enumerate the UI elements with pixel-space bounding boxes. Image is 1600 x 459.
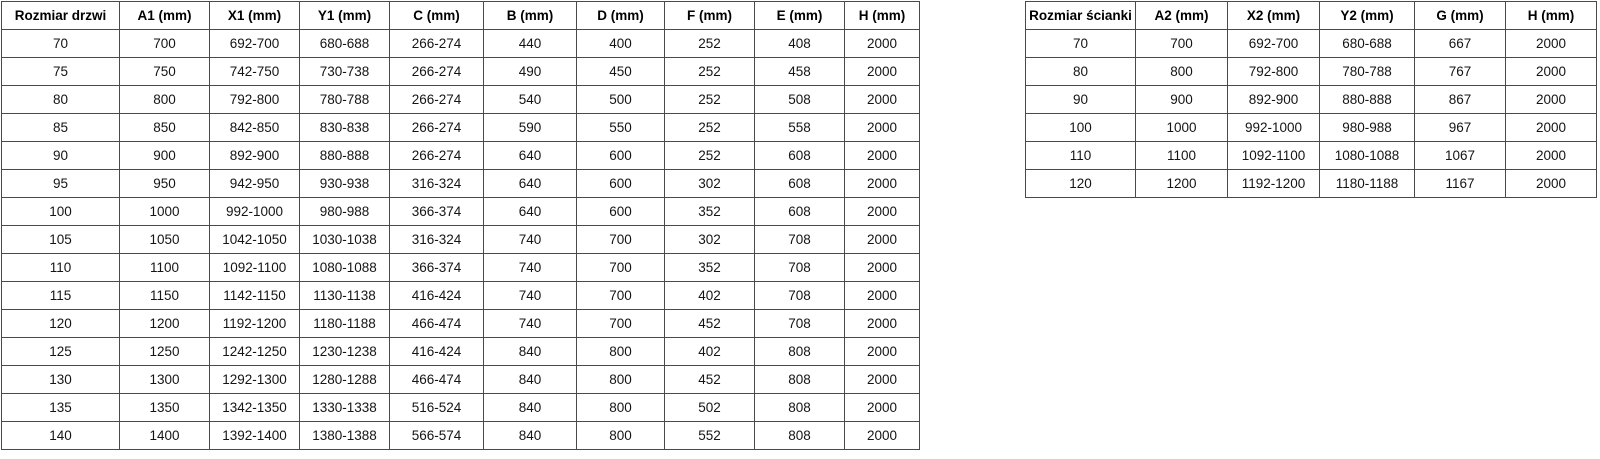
table-cell: 1300 bbox=[120, 366, 210, 394]
table-cell: 808 bbox=[755, 422, 845, 450]
table-cell: 800 bbox=[577, 394, 665, 422]
table-cell: 1292-1300 bbox=[210, 366, 300, 394]
table-cell: 708 bbox=[755, 226, 845, 254]
table-cell: 105 bbox=[2, 226, 120, 254]
table-cell: 700 bbox=[577, 254, 665, 282]
table-cell: 70 bbox=[1026, 30, 1136, 58]
table-cell: 2000 bbox=[1506, 30, 1597, 58]
table-cell: 880-888 bbox=[1320, 86, 1415, 114]
table-cell: 1200 bbox=[1136, 170, 1228, 198]
column-header: D (mm) bbox=[577, 2, 665, 30]
table-cell: 640 bbox=[484, 170, 577, 198]
table-row bbox=[2, 30, 920, 58]
table-cell: 700 bbox=[577, 310, 665, 338]
table-cell: 2000 bbox=[845, 170, 920, 198]
table-cell: 640 bbox=[484, 198, 577, 226]
table-cell: 2000 bbox=[1506, 114, 1597, 142]
table-cell: 252 bbox=[665, 58, 755, 86]
table-cell: 740 bbox=[484, 254, 577, 282]
table-cell: 416-424 bbox=[390, 282, 484, 310]
table-cell: 316-324 bbox=[390, 226, 484, 254]
table-row bbox=[2, 282, 920, 310]
table-cell: 120 bbox=[2, 310, 120, 338]
table-cell: 840 bbox=[484, 366, 577, 394]
table-cell: 85 bbox=[2, 114, 120, 142]
table-cell: 980-988 bbox=[300, 198, 390, 226]
table-cell: 808 bbox=[755, 366, 845, 394]
table-cell: 2000 bbox=[1506, 86, 1597, 114]
table-cell: 508 bbox=[755, 86, 845, 114]
column-header: H (mm) bbox=[1506, 2, 1597, 30]
table-cell: 566-574 bbox=[390, 422, 484, 450]
table-cell: 742-750 bbox=[210, 58, 300, 86]
table-cell: 90 bbox=[1026, 86, 1136, 114]
table-row bbox=[2, 394, 920, 422]
column-header: H (mm) bbox=[845, 2, 920, 30]
table-cell: 867 bbox=[1415, 86, 1506, 114]
column-header: Rozmiar drzwi bbox=[2, 2, 120, 30]
table-cell: 2000 bbox=[845, 254, 920, 282]
table-cell: 1100 bbox=[120, 254, 210, 282]
table-cell: 80 bbox=[1026, 58, 1136, 86]
table-cell: 1400 bbox=[120, 422, 210, 450]
column-header: C (mm) bbox=[390, 2, 484, 30]
table-cell: 2000 bbox=[845, 366, 920, 394]
table-cell: 1392-1400 bbox=[210, 422, 300, 450]
table-cell: 730-738 bbox=[300, 58, 390, 86]
table-cell: 90 bbox=[2, 142, 120, 170]
table-cell: 316-324 bbox=[390, 170, 484, 198]
door-size-table bbox=[1, 1, 920, 450]
table-cell: 125 bbox=[2, 338, 120, 366]
table-cell: 540 bbox=[484, 86, 577, 114]
table-cell: 416-424 bbox=[390, 338, 484, 366]
table-cell: 1000 bbox=[1136, 114, 1228, 142]
table-cell: 892-900 bbox=[210, 142, 300, 170]
column-header: X1 (mm) bbox=[210, 2, 300, 30]
table-cell: 558 bbox=[755, 114, 845, 142]
table-cell: 740 bbox=[484, 310, 577, 338]
table-cell: 2000 bbox=[845, 310, 920, 338]
table-cell: 808 bbox=[755, 394, 845, 422]
table-cell: 680-688 bbox=[1320, 30, 1415, 58]
table-row bbox=[1026, 86, 1597, 114]
table-cell: 600 bbox=[577, 170, 665, 198]
table-cell: 967 bbox=[1415, 114, 1506, 142]
table-cell: 767 bbox=[1415, 58, 1506, 86]
table-cell: 2000 bbox=[845, 86, 920, 114]
header-row bbox=[2, 2, 920, 30]
table-cell: 800 bbox=[577, 338, 665, 366]
table-cell: 500 bbox=[577, 86, 665, 114]
table-row bbox=[2, 366, 920, 394]
table-row bbox=[2, 338, 920, 366]
table-cell: 402 bbox=[665, 338, 755, 366]
table-cell: 840 bbox=[484, 422, 577, 450]
table-cell: 800 bbox=[577, 422, 665, 450]
table-cell: 740 bbox=[484, 282, 577, 310]
table-cell: 466-474 bbox=[390, 310, 484, 338]
table-cell: 490 bbox=[484, 58, 577, 86]
table-cell: 252 bbox=[665, 86, 755, 114]
table-cell: 980-988 bbox=[1320, 114, 1415, 142]
table-cell: 266-274 bbox=[390, 30, 484, 58]
table-cell: 466-474 bbox=[390, 366, 484, 394]
table-cell: 95 bbox=[2, 170, 120, 198]
table-cell: 1167 bbox=[1415, 170, 1506, 198]
table-cell: 800 bbox=[577, 366, 665, 394]
table-cell: 2000 bbox=[845, 142, 920, 170]
table-cell: 1380-1388 bbox=[300, 422, 390, 450]
column-header: B (mm) bbox=[484, 2, 577, 30]
table-cell: 400 bbox=[577, 30, 665, 58]
table-cell: 2000 bbox=[1506, 142, 1597, 170]
table-cell: 1030-1038 bbox=[300, 226, 390, 254]
table-cell: 110 bbox=[1026, 142, 1136, 170]
table-cell: 75 bbox=[2, 58, 120, 86]
table-cell: 600 bbox=[577, 142, 665, 170]
table-cell: 900 bbox=[1136, 86, 1228, 114]
table-cell: 892-900 bbox=[1228, 86, 1320, 114]
table-cell: 1080-1088 bbox=[300, 254, 390, 282]
table-cell: 100 bbox=[1026, 114, 1136, 142]
table-cell: 302 bbox=[665, 170, 755, 198]
table-cell: 266-274 bbox=[390, 58, 484, 86]
table-cell: 115 bbox=[2, 282, 120, 310]
table-cell: 590 bbox=[484, 114, 577, 142]
table-row bbox=[1026, 142, 1597, 170]
table-cell: 252 bbox=[665, 30, 755, 58]
table-cell: 830-838 bbox=[300, 114, 390, 142]
table-cell: 252 bbox=[665, 142, 755, 170]
column-header: X2 (mm) bbox=[1228, 2, 1320, 30]
table-cell: 700 bbox=[120, 30, 210, 58]
table-cell: 800 bbox=[120, 86, 210, 114]
table-row bbox=[2, 254, 920, 282]
table-cell: 452 bbox=[665, 310, 755, 338]
table-row bbox=[2, 58, 920, 86]
table-cell: 1350 bbox=[120, 394, 210, 422]
column-header: G (mm) bbox=[1415, 2, 1506, 30]
table-row bbox=[1026, 58, 1597, 86]
table-cell: 608 bbox=[755, 198, 845, 226]
table-cell: 930-938 bbox=[300, 170, 390, 198]
table-cell: 708 bbox=[755, 310, 845, 338]
table-cell: 352 bbox=[665, 254, 755, 282]
table-cell: 780-788 bbox=[1320, 58, 1415, 86]
table-cell: 80 bbox=[2, 86, 120, 114]
table-cell: 408 bbox=[755, 30, 845, 58]
table-cell: 1330-1338 bbox=[300, 394, 390, 422]
table-cell: 1342-1350 bbox=[210, 394, 300, 422]
wall-size-table bbox=[1025, 1, 1597, 198]
table-cell: 692-700 bbox=[210, 30, 300, 58]
table-cell: 502 bbox=[665, 394, 755, 422]
table-cell: 266-274 bbox=[390, 114, 484, 142]
table-cell: 992-1000 bbox=[210, 198, 300, 226]
table-cell: 992-1000 bbox=[1228, 114, 1320, 142]
table-cell: 2000 bbox=[845, 226, 920, 254]
table-cell: 700 bbox=[1136, 30, 1228, 58]
table-cell: 1092-1100 bbox=[210, 254, 300, 282]
table-cell: 135 bbox=[2, 394, 120, 422]
table-row bbox=[2, 86, 920, 114]
table-cell: 740 bbox=[484, 226, 577, 254]
table-cell: 700 bbox=[577, 282, 665, 310]
table-cell: 840 bbox=[484, 394, 577, 422]
column-header: F (mm) bbox=[665, 2, 755, 30]
table-cell: 792-800 bbox=[210, 86, 300, 114]
table-cell: 1180-1188 bbox=[300, 310, 390, 338]
header-row bbox=[1026, 2, 1597, 30]
table-row bbox=[2, 114, 920, 142]
column-header: Y2 (mm) bbox=[1320, 2, 1415, 30]
table-cell: 450 bbox=[577, 58, 665, 86]
table-cell: 1150 bbox=[120, 282, 210, 310]
table-cell: 1200 bbox=[120, 310, 210, 338]
table-cell: 2000 bbox=[845, 198, 920, 226]
table-cell: 120 bbox=[1026, 170, 1136, 198]
table-cell: 1242-1250 bbox=[210, 338, 300, 366]
table-cell: 266-274 bbox=[390, 142, 484, 170]
table-cell: 950 bbox=[120, 170, 210, 198]
table-cell: 2000 bbox=[845, 114, 920, 142]
table-cell: 800 bbox=[1136, 58, 1228, 86]
table-row bbox=[2, 142, 920, 170]
table-cell: 708 bbox=[755, 282, 845, 310]
table-cell: 840 bbox=[484, 338, 577, 366]
column-header: Rozmiar ścianki bbox=[1026, 2, 1136, 30]
table-cell: 266-274 bbox=[390, 86, 484, 114]
table-cell: 70 bbox=[2, 30, 120, 58]
table-cell: 2000 bbox=[845, 338, 920, 366]
table-cell: 1067 bbox=[1415, 142, 1506, 170]
table-cell: 680-688 bbox=[300, 30, 390, 58]
table-cell: 2000 bbox=[1506, 58, 1597, 86]
table-cell: 1250 bbox=[120, 338, 210, 366]
table-cell: 552 bbox=[665, 422, 755, 450]
table-cell: 1230-1238 bbox=[300, 338, 390, 366]
table-cell: 1142-1150 bbox=[210, 282, 300, 310]
table-cell: 402 bbox=[665, 282, 755, 310]
table-cell: 1192-1200 bbox=[210, 310, 300, 338]
table-cell: 516-524 bbox=[390, 394, 484, 422]
table-cell: 750 bbox=[120, 58, 210, 86]
table-cell: 2000 bbox=[1506, 170, 1597, 198]
table-cell: 700 bbox=[577, 226, 665, 254]
table-cell: 2000 bbox=[845, 394, 920, 422]
table-cell: 667 bbox=[1415, 30, 1506, 58]
table-cell: 640 bbox=[484, 142, 577, 170]
table-cell: 458 bbox=[755, 58, 845, 86]
column-header: E (mm) bbox=[755, 2, 845, 30]
table-row bbox=[1026, 30, 1597, 58]
table-cell: 850 bbox=[120, 114, 210, 142]
table-cell: 1092-1100 bbox=[1228, 142, 1320, 170]
table-cell: 110 bbox=[2, 254, 120, 282]
table-row bbox=[2, 310, 920, 338]
table-row bbox=[2, 198, 920, 226]
table-cell: 352 bbox=[665, 198, 755, 226]
table-cell: 1000 bbox=[120, 198, 210, 226]
table-cell: 880-888 bbox=[300, 142, 390, 170]
table-cell: 600 bbox=[577, 198, 665, 226]
column-header: A1 (mm) bbox=[120, 2, 210, 30]
table-cell: 100 bbox=[2, 198, 120, 226]
table-cell: 842-850 bbox=[210, 114, 300, 142]
table-cell: 1192-1200 bbox=[1228, 170, 1320, 198]
column-header: A2 (mm) bbox=[1136, 2, 1228, 30]
table-cell: 808 bbox=[755, 338, 845, 366]
table-cell: 792-800 bbox=[1228, 58, 1320, 86]
table-row bbox=[2, 226, 920, 254]
table-cell: 302 bbox=[665, 226, 755, 254]
table-cell: 366-374 bbox=[390, 198, 484, 226]
column-header: Y1 (mm) bbox=[300, 2, 390, 30]
table-cell: 252 bbox=[665, 114, 755, 142]
table-cell: 608 bbox=[755, 170, 845, 198]
table-cell: 440 bbox=[484, 30, 577, 58]
table-cell: 452 bbox=[665, 366, 755, 394]
table-cell: 942-950 bbox=[210, 170, 300, 198]
table-row bbox=[2, 170, 920, 198]
table-row bbox=[2, 422, 920, 450]
table-cell: 2000 bbox=[845, 30, 920, 58]
table-cell: 140 bbox=[2, 422, 120, 450]
table-row bbox=[1026, 170, 1597, 198]
table-cell: 2000 bbox=[845, 58, 920, 86]
table-cell: 1280-1288 bbox=[300, 366, 390, 394]
table-cell: 608 bbox=[755, 142, 845, 170]
table-cell: 900 bbox=[120, 142, 210, 170]
table-cell: 1130-1138 bbox=[300, 282, 390, 310]
table-cell: 1100 bbox=[1136, 142, 1228, 170]
table-cell: 1050 bbox=[120, 226, 210, 254]
table-row bbox=[1026, 114, 1597, 142]
table-cell: 692-700 bbox=[1228, 30, 1320, 58]
table-cell: 366-374 bbox=[390, 254, 484, 282]
table-cell: 1080-1088 bbox=[1320, 142, 1415, 170]
table-cell: 708 bbox=[755, 254, 845, 282]
table-cell: 1042-1050 bbox=[210, 226, 300, 254]
table-cell: 550 bbox=[577, 114, 665, 142]
table-cell: 130 bbox=[2, 366, 120, 394]
table-cell: 780-788 bbox=[300, 86, 390, 114]
table-cell: 2000 bbox=[845, 282, 920, 310]
table-cell: 2000 bbox=[845, 422, 920, 450]
table-cell: 1180-1188 bbox=[1320, 170, 1415, 198]
